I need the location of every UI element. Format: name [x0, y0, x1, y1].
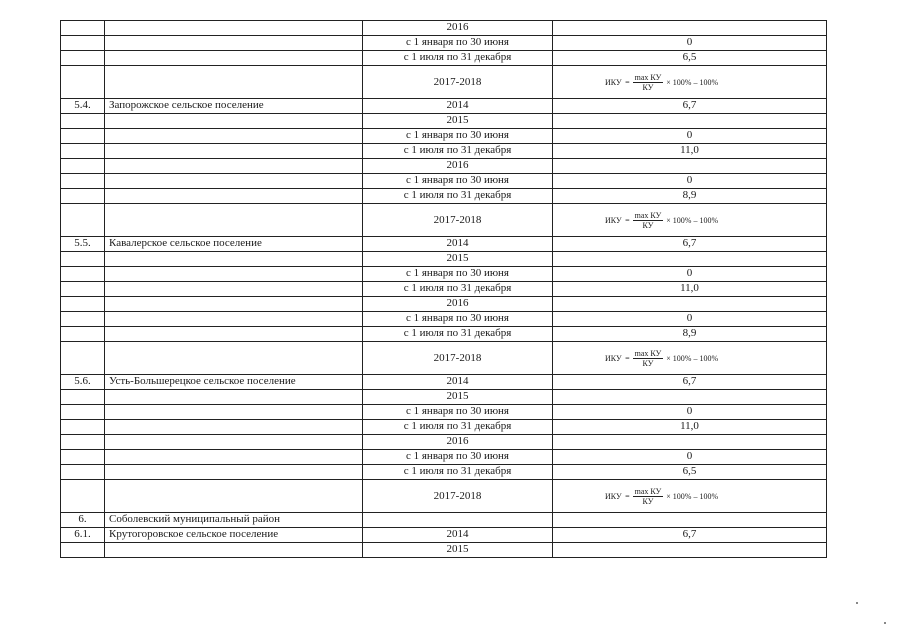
value-cell: 0 [553, 450, 827, 465]
row-number-cell [61, 174, 105, 189]
value-cell [553, 252, 827, 267]
period-cell: с 1 июля по 31 декабря [363, 327, 553, 342]
formula-cell [553, 480, 827, 513]
settlement-name-cell: Кавалерское сельское поселение [105, 237, 363, 252]
formula-fraction [633, 349, 664, 368]
row-number-cell [61, 405, 105, 420]
value-cell [553, 114, 827, 129]
period-cell: 2017-2018 [363, 66, 553, 99]
table-row [61, 465, 827, 480]
settlement-name-cell [105, 390, 363, 405]
row-number-cell [61, 390, 105, 405]
row-number-cell: 5.4. [61, 99, 105, 114]
formula-denominator: КУ [642, 496, 654, 506]
period-cell: с 1 января по 30 июня [363, 312, 553, 327]
table-row [61, 282, 827, 297]
settlement-name-cell [105, 252, 363, 267]
formula-fraction [633, 487, 664, 506]
scan-speck [884, 622, 886, 624]
value-cell: 6,5 [553, 51, 827, 66]
period-cell: 2015 [363, 543, 553, 558]
table-row [61, 543, 827, 558]
formula-numerator: max КУ [634, 348, 662, 358]
value-cell: 6,7 [553, 99, 827, 114]
table-row [61, 435, 827, 450]
row-number-cell [61, 282, 105, 297]
settlement-name-cell [105, 267, 363, 282]
table-row [61, 174, 827, 189]
table-row [61, 21, 827, 36]
row-number-cell: 5.5. [61, 237, 105, 252]
period-cell: с 1 июля по 31 декабря [363, 144, 553, 159]
formula-denominator: КУ [642, 220, 654, 230]
formula-denominator: КУ [642, 358, 654, 368]
period-cell: 2014 [363, 375, 553, 390]
settlement-name-cell: Запорожское сельское поселение [105, 99, 363, 114]
value-cell [553, 543, 827, 558]
settlement-name-cell [105, 189, 363, 204]
period-cell: с 1 января по 30 июня [363, 450, 553, 465]
row-number-cell [61, 189, 105, 204]
row-number-cell [61, 21, 105, 36]
table-row [61, 297, 827, 312]
period-cell: 2016 [363, 159, 553, 174]
table-row [61, 159, 827, 174]
formula-fraction [633, 211, 664, 230]
period-cell: 2014 [363, 99, 553, 114]
tariff-table [60, 20, 827, 558]
period-cell: 2017-2018 [363, 204, 553, 237]
formula-equals: = [623, 353, 630, 363]
settlement-name-cell [105, 465, 363, 480]
table-row [61, 144, 827, 159]
settlement-name-cell [105, 204, 363, 237]
value-cell: 0 [553, 267, 827, 282]
table-row [61, 312, 827, 327]
scan-speck [856, 602, 858, 604]
value-cell: 0 [553, 405, 827, 420]
table-row [61, 342, 827, 375]
row-number-cell [61, 312, 105, 327]
formula [605, 487, 718, 506]
value-cell: 8,9 [553, 189, 827, 204]
formula-lhs: ИКУ [605, 353, 622, 363]
value-cell: 0 [553, 174, 827, 189]
value-cell: 8,9 [553, 327, 827, 342]
value-cell: 6,7 [553, 528, 827, 543]
table-row [61, 99, 827, 114]
row-number-cell [61, 36, 105, 51]
row-number-cell: 5.6. [61, 375, 105, 390]
formula-lhs: ИКУ [605, 215, 622, 225]
row-number-cell: 6. [61, 513, 105, 528]
table-row [61, 420, 827, 435]
row-number-cell [61, 543, 105, 558]
period-cell: 2014 [363, 528, 553, 543]
table-row [61, 528, 827, 543]
value-cell: 6,7 [553, 375, 827, 390]
formula [605, 73, 718, 92]
row-number-cell [61, 129, 105, 144]
period-cell: 2015 [363, 114, 553, 129]
period-cell: 2016 [363, 435, 553, 450]
period-cell: 2017-2018 [363, 342, 553, 375]
value-cell: 11,0 [553, 282, 827, 297]
formula-equals: = [623, 77, 630, 87]
value-cell: 0 [553, 129, 827, 144]
table-row [61, 36, 827, 51]
value-cell [553, 297, 827, 312]
value-cell: 11,0 [553, 420, 827, 435]
settlement-name-cell [105, 435, 363, 450]
period-cell: с 1 января по 30 июня [363, 36, 553, 51]
settlement-name-cell [105, 174, 363, 189]
settlement-name-cell [105, 159, 363, 174]
period-cell: 2017-2018 [363, 480, 553, 513]
settlement-name-cell [105, 144, 363, 159]
row-number-cell [61, 342, 105, 375]
row-number-cell [61, 465, 105, 480]
settlement-name-cell [105, 282, 363, 297]
period-cell: с 1 июля по 31 декабря [363, 420, 553, 435]
row-number-cell [61, 480, 105, 513]
value-cell [553, 159, 827, 174]
value-cell: 11,0 [553, 144, 827, 159]
settlement-name-cell [105, 36, 363, 51]
formula-tail: × 100% – 100% [666, 353, 719, 363]
formula-numerator: max КУ [634, 210, 662, 220]
formula [605, 349, 718, 368]
period-cell: с 1 июля по 31 декабря [363, 51, 553, 66]
table-row [61, 450, 827, 465]
period-cell: с 1 января по 30 июня [363, 267, 553, 282]
period-cell: 2015 [363, 390, 553, 405]
row-number-cell [61, 267, 105, 282]
row-number-cell [61, 204, 105, 237]
formula-cell [553, 204, 827, 237]
formula [605, 211, 718, 230]
settlement-name-cell [105, 450, 363, 465]
period-cell: 2016 [363, 297, 553, 312]
table-row [61, 252, 827, 267]
settlement-name-cell [105, 342, 363, 375]
period-cell: с 1 июля по 31 декабря [363, 282, 553, 297]
period-cell: 2014 [363, 237, 553, 252]
settlement-name-cell [105, 480, 363, 513]
period-cell: 2016 [363, 21, 553, 36]
row-number-cell [61, 159, 105, 174]
table-row [61, 480, 827, 513]
formula-tail: × 100% – 100% [666, 215, 719, 225]
row-number-cell [61, 327, 105, 342]
row-number-cell [61, 66, 105, 99]
period-cell: с 1 января по 30 июня [363, 174, 553, 189]
row-number-cell [61, 144, 105, 159]
table-row [61, 189, 827, 204]
formula-equals: = [623, 215, 630, 225]
value-cell [553, 390, 827, 405]
settlement-name-cell [105, 543, 363, 558]
value-cell [553, 435, 827, 450]
settlement-name-cell [105, 405, 363, 420]
tariff-table-body [61, 21, 827, 558]
period-cell: с 1 января по 30 июня [363, 129, 553, 144]
formula-fraction [633, 73, 664, 92]
settlement-name-cell [105, 297, 363, 312]
value-cell: 0 [553, 312, 827, 327]
settlement-name-cell [105, 327, 363, 342]
row-number-cell [61, 297, 105, 312]
settlement-name-cell: Крутогоровское сельское поселение [105, 528, 363, 543]
formula-tail: × 100% – 100% [666, 491, 719, 501]
settlement-name-cell [105, 129, 363, 144]
table-row [61, 513, 827, 528]
period-cell: с 1 июля по 31 декабря [363, 189, 553, 204]
row-number-cell [61, 114, 105, 129]
row-number-cell [61, 420, 105, 435]
row-number-cell [61, 450, 105, 465]
formula-lhs: ИКУ [605, 491, 622, 501]
table-row [61, 267, 827, 282]
settlement-name-cell [105, 51, 363, 66]
row-number-cell [61, 435, 105, 450]
value-cell: 0 [553, 36, 827, 51]
row-number-cell [61, 51, 105, 66]
formula-cell [553, 342, 827, 375]
row-number-cell [61, 252, 105, 267]
period-cell [363, 513, 553, 528]
settlement-name-cell: Усть-Большерецкое сельское поселение [105, 375, 363, 390]
formula-lhs: ИКУ [605, 77, 622, 87]
row-number-cell: 6.1. [61, 528, 105, 543]
period-cell: с 1 января по 30 июня [363, 405, 553, 420]
period-cell: с 1 июля по 31 декабря [363, 465, 553, 480]
table-row [61, 237, 827, 252]
table-row [61, 390, 827, 405]
settlement-name-cell [105, 114, 363, 129]
settlement-name-cell [105, 66, 363, 99]
value-cell [553, 513, 827, 528]
formula-tail: × 100% – 100% [666, 77, 719, 87]
settlement-name-cell: Соболевский муниципальный район [105, 513, 363, 528]
table-row [61, 51, 827, 66]
formula-numerator: max КУ [634, 72, 662, 82]
formula-equals: = [623, 491, 630, 501]
table-row [61, 204, 827, 237]
settlement-name-cell [105, 21, 363, 36]
table-row [61, 114, 827, 129]
value-cell: 6,7 [553, 237, 827, 252]
value-cell [553, 21, 827, 36]
formula-cell [553, 66, 827, 99]
table-row [61, 327, 827, 342]
table-row [61, 405, 827, 420]
formula-denominator: КУ [642, 82, 654, 92]
settlement-name-cell [105, 312, 363, 327]
table-row [61, 66, 827, 99]
table-row [61, 375, 827, 390]
period-cell: 2015 [363, 252, 553, 267]
formula-numerator: max КУ [634, 486, 662, 496]
value-cell: 6,5 [553, 465, 827, 480]
settlement-name-cell [105, 420, 363, 435]
table-row [61, 129, 827, 144]
